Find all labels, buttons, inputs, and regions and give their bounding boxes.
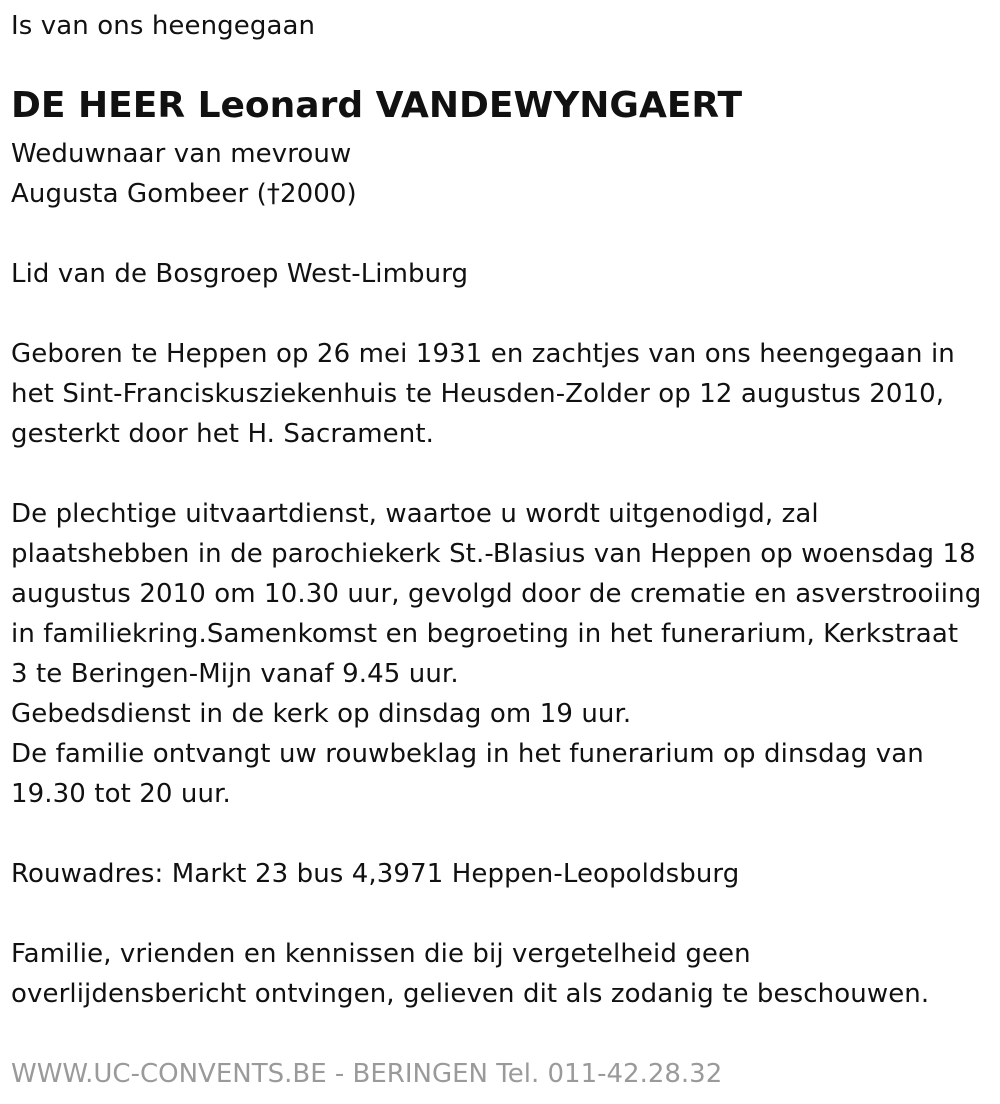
birth-death-line: Geboren te Heppen op 26 mei 1931 en zachtjes van ons heengegaan in (11, 339, 955, 369)
membership-section (11, 254, 468, 294)
funeral-home-footer: WWW.UC-CONVENTS.BE - BERINGEN Tel. 011-42.28.32 (11, 1059, 723, 1089)
birth-death-line: gesterkt door het H. Sacrament. (11, 419, 434, 449)
deceased-name: DE HEER Leonard VANDEWYNGAERT (11, 85, 743, 126)
service-line: augustus 2010 om 10.30 uur, gevolgd door de crematie en asverstrooiing (11, 579, 982, 609)
intro-text: Is van ons heengegaan (11, 11, 316, 41)
birth-death-line: het Sint-Franciskusziekenhuis te Heusden-Zolder op 12 augustus 2010, (11, 379, 945, 409)
service-line: plaatshebben in de parochiekerk St.-Blasius van Heppen op woensdag 18 (11, 539, 976, 569)
mourning-address: Rouwadres: Markt 23 bus 4,3971 Heppen-Leopoldsburg (11, 859, 740, 889)
service-line: De familie ontvangt uw rouwbeklag in het funerarium op dinsdag van (11, 739, 924, 769)
service-line: De plechtige uitvaartdienst, waartoe u wordt uitgenodigd, zal (11, 499, 819, 529)
service-line: Gebedsdienst in de kerk op dinsdag om 19 uur. (11, 699, 632, 729)
spouse-line: Augusta Gombeer (†2000) (11, 179, 357, 209)
birth-death-section (11, 334, 955, 454)
family-note-line: Familie, vrienden en kennissen die bij vergetelheid geen (11, 939, 751, 969)
family-note-section (11, 934, 929, 1014)
service-line: in familiekring.Samenkomst en begroeting in het funerarium, Kerkstraat (11, 619, 959, 649)
family-note-line: overlijdensbericht ontvingen, gelieven dit als zodanig te beschouwen. (11, 979, 930, 1009)
membership-line: Lid van de Bosgroep West-Limburg (11, 259, 469, 289)
spouse-line: Weduwnaar van mevrouw (11, 139, 352, 169)
service-line: 3 te Beringen-Mijn vanaf 9.45 uur. (11, 659, 459, 689)
spouse-section (11, 134, 357, 214)
service-line: 19.30 tot 20 uur. (11, 779, 231, 809)
mourning-address-section (11, 854, 739, 894)
funeral-service-section (11, 494, 981, 814)
